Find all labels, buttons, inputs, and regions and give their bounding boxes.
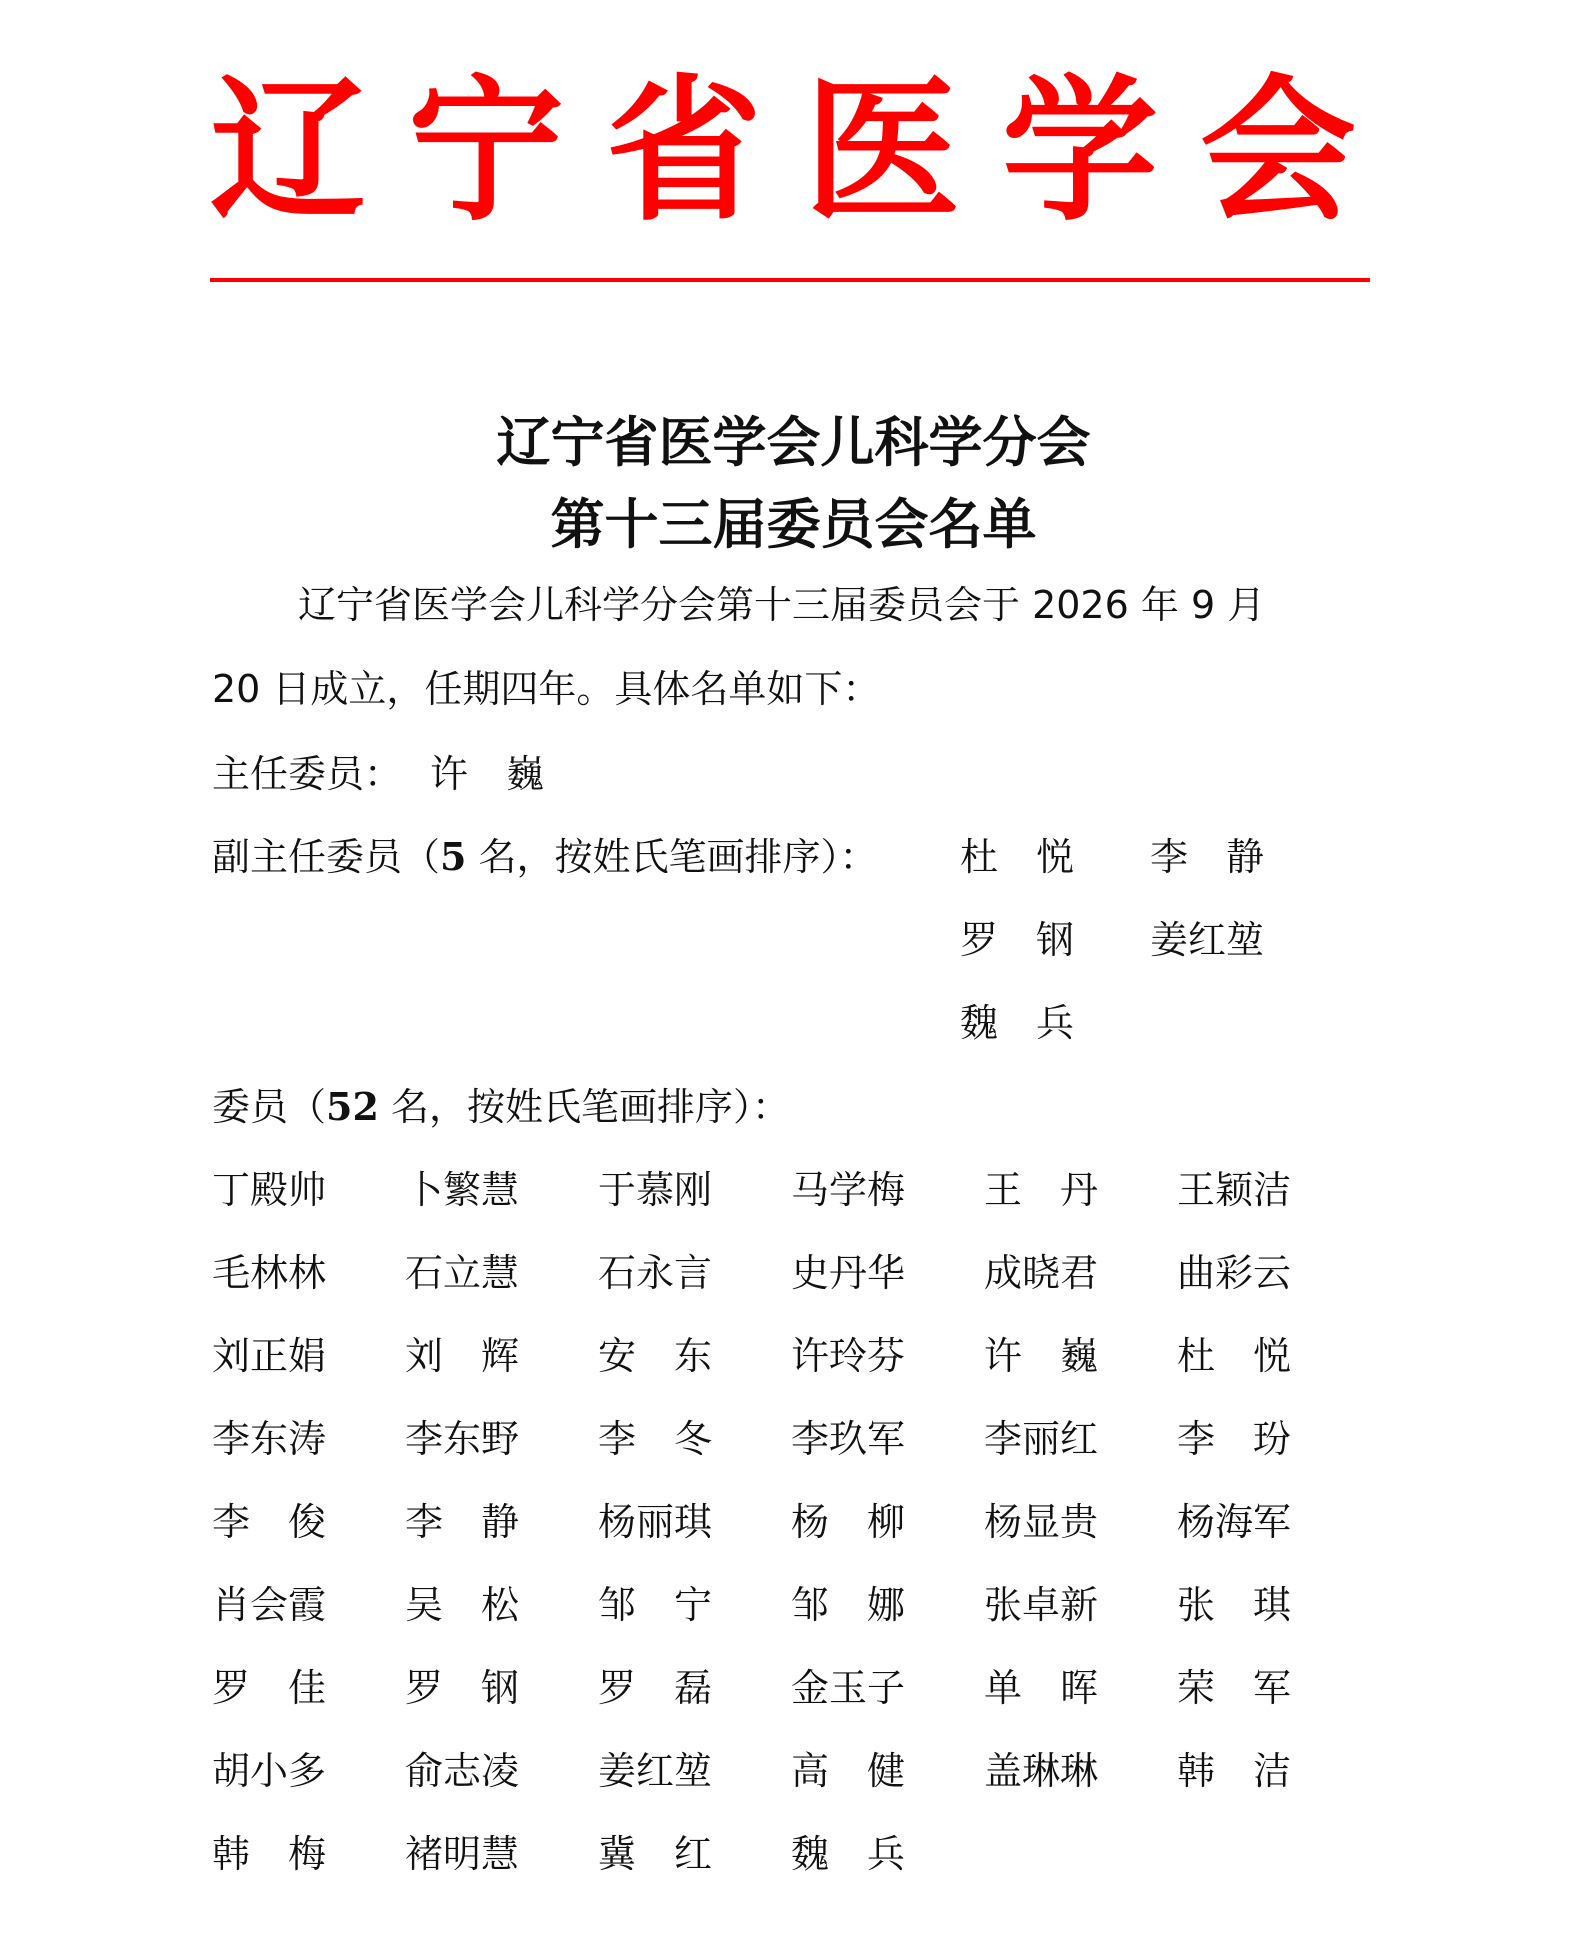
member-name: 刘正娟 bbox=[212, 1334, 327, 1378]
vice-chair-count: 5 bbox=[440, 834, 467, 879]
member-name: 李 静 bbox=[405, 1500, 520, 1544]
document-title-line2: 第十三届委员会名单 bbox=[550, 492, 1037, 556]
member-label bbox=[212, 1085, 790, 1129]
member-name: 杨海军 bbox=[1177, 1500, 1292, 1544]
member-name: 李东野 bbox=[405, 1417, 520, 1461]
vice-chair-names bbox=[960, 835, 1300, 1045]
member-name: 吴 松 bbox=[405, 1583, 520, 1627]
member-name: 马学梅 bbox=[791, 1168, 906, 1212]
member-label-prefix: 委员（ bbox=[212, 1085, 327, 1129]
member-name: 成晓君 bbox=[984, 1251, 1099, 1295]
member-name: 姜红堃 bbox=[598, 1749, 713, 1793]
member-name: 毛林林 bbox=[212, 1251, 327, 1295]
vice-chair-name: 杜 悦 bbox=[960, 835, 1075, 879]
member-name: 丁殿帅 bbox=[212, 1168, 327, 1212]
member-name: 王颖洁 bbox=[1177, 1168, 1292, 1212]
member-name: 杨显贵 bbox=[984, 1500, 1099, 1544]
member-name: 高 健 bbox=[791, 1749, 906, 1793]
chair-name: 许 巍 bbox=[430, 752, 545, 796]
member-name: 罗 磊 bbox=[598, 1666, 713, 1710]
member-name: 张卓新 bbox=[984, 1583, 1099, 1627]
vice-chair-label-suffix: 名，按姓氏笔画排序）： bbox=[466, 835, 878, 879]
member-name: 俞志凌 bbox=[405, 1749, 520, 1793]
member-name: 李玖军 bbox=[791, 1417, 906, 1461]
member-name: 于慕刚 bbox=[598, 1168, 713, 1212]
vice-chair-label bbox=[212, 835, 878, 879]
member-names-grid bbox=[212, 1168, 1372, 1915]
chair-label: 主任委员： bbox=[212, 752, 403, 796]
intro-text-line1: 辽宁省医学会儿科学分会第十三届委员会于 2026 年 9 月 bbox=[298, 583, 1266, 627]
member-name: 卜繁慧 bbox=[405, 1168, 520, 1212]
intro-text-line2: 20 日成立，任期四年。具体名单如下： bbox=[212, 667, 881, 711]
document-title-line1: 辽宁省医学会儿科学分会 bbox=[496, 410, 1091, 474]
member-name: 李 玢 bbox=[1177, 1417, 1292, 1461]
member-name: 肖会霞 bbox=[212, 1583, 327, 1627]
member-name: 荣 军 bbox=[1177, 1666, 1292, 1710]
member-name: 单 晖 bbox=[984, 1666, 1099, 1710]
member-count: 52 bbox=[326, 1084, 379, 1129]
member-name: 刘 辉 bbox=[405, 1334, 520, 1378]
member-name: 安 东 bbox=[598, 1334, 713, 1378]
member-name: 褚明慧 bbox=[405, 1832, 520, 1876]
member-name: 魏 兵 bbox=[791, 1832, 906, 1876]
member-name: 李 冬 bbox=[598, 1417, 713, 1461]
vice-chair-name: 魏 兵 bbox=[960, 1001, 1075, 1045]
member-name: 罗 钢 bbox=[405, 1666, 520, 1710]
member-name: 杨 柳 bbox=[791, 1500, 906, 1544]
member-name: 冀 红 bbox=[598, 1832, 713, 1876]
member-name: 史丹华 bbox=[791, 1251, 906, 1295]
member-name: 胡小多 bbox=[212, 1749, 327, 1793]
member-name: 石永言 bbox=[598, 1251, 713, 1295]
member-name: 盖琳琳 bbox=[984, 1749, 1099, 1793]
member-name: 王 丹 bbox=[984, 1168, 1099, 1212]
member-name: 曲彩云 bbox=[1177, 1251, 1292, 1295]
member-name: 邹 娜 bbox=[791, 1583, 906, 1627]
member-name: 杨丽琪 bbox=[598, 1500, 713, 1544]
letterhead-title: 辽宁省医学会 bbox=[210, 59, 1398, 242]
member-name: 李东涛 bbox=[212, 1417, 327, 1461]
member-name: 韩 梅 bbox=[212, 1832, 327, 1876]
member-name: 邹 宁 bbox=[598, 1583, 713, 1627]
member-name: 杜 悦 bbox=[1177, 1334, 1292, 1378]
member-name: 石立慧 bbox=[405, 1251, 520, 1295]
vice-chair-name: 李 静 bbox=[1150, 835, 1265, 879]
member-name: 罗 佳 bbox=[212, 1666, 327, 1710]
member-name: 张 琪 bbox=[1177, 1583, 1292, 1627]
vice-chair-name: 罗 钢 bbox=[960, 918, 1075, 962]
member-name: 李丽红 bbox=[984, 1417, 1099, 1461]
member-name: 许 巍 bbox=[984, 1334, 1099, 1378]
member-name: 韩 洁 bbox=[1177, 1749, 1292, 1793]
red-divider-line bbox=[210, 278, 1370, 282]
member-label-suffix: 名，按姓氏笔画排序）： bbox=[378, 1085, 790, 1129]
vice-chair-name: 姜红堃 bbox=[1150, 918, 1265, 962]
member-name: 金玉子 bbox=[791, 1666, 906, 1710]
member-name: 许玲芬 bbox=[791, 1334, 906, 1378]
vice-chair-label-prefix: 副主任委员（ bbox=[212, 835, 441, 879]
member-name: 李 俊 bbox=[212, 1500, 327, 1544]
